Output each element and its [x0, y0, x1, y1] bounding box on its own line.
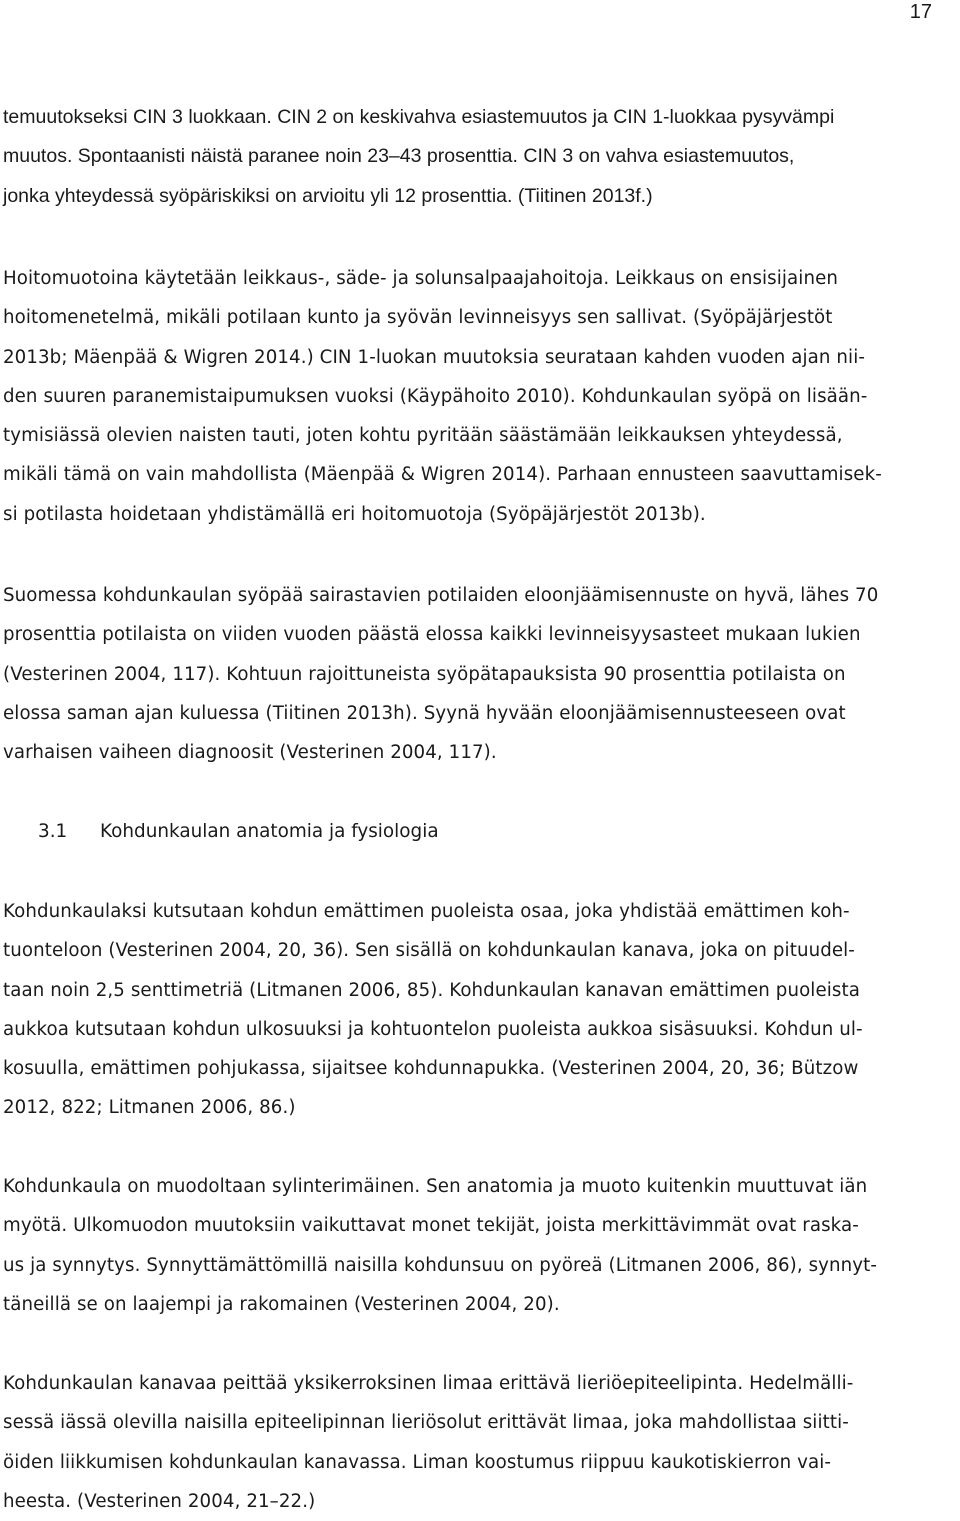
section-heading	[38, 812, 439, 852]
text-line: Hoitomuotoina käytetään leikkaus-, säde- ja solunsalpaajahoitoja. Leikkaus on ensisijainen	[3, 268, 838, 289]
text-line: täneillä se on laajempi ja rakomainen (Vesterinen 2004, 20).	[3, 1293, 560, 1315]
paragraph-epithelium	[3, 1364, 955, 1521]
text-line: Kohdunkaulan kanavaa peittää yksikerroksinen limaa erittävä lieriöepiteelipinta. Hedelmälli-	[3, 1373, 854, 1394]
section-number: 3.1	[38, 821, 68, 842]
text-line: tymisiässä olevien naisten tauti, joten kohtu pyritään säästämään leikkauksen yhteydessä,	[3, 425, 843, 447]
paragraph-shape	[3, 1167, 955, 1324]
page-number: 17	[909, 1, 932, 23]
text-line: hoitomenetelmä, mikäli potilaan kunto ja syövän levinneisyys sen sallivat. (Syöpäjärjestöt	[3, 307, 833, 329]
text-line: heesta. (Vesterinen 2004, 21–22.)	[3, 1490, 316, 1512]
text-line: den suuren paranemistaipumuksen vuoksi (Käypähoito 2010). Kohdunkaulan syöpä on lisään-	[3, 385, 868, 407]
text-line: Kohdunkaula on muodoltaan sylinterimäinen. Sen anatomia ja muoto kuitenkin muuttuvat iän	[3, 1176, 868, 1197]
text-line: jonka yhteydessä syöpäriskiksi on arvioitu yli 12 prosenttia. (Tiitinen 2013f.)	[3, 184, 653, 207]
paragraph-definition	[3, 892, 955, 1128]
text-line: varhaisen vaiheen diagnoosit (Vesterinen 2004, 117).	[3, 742, 497, 764]
text-line: (Vesterinen 2004, 117). Kohtuun rajoittuneista syöpätapauksista 90 prosenttia potilaista on	[3, 663, 846, 685]
text-line: 2012, 822; Litmanen 2006, 86.)	[3, 1097, 296, 1119]
text-line: mikäli tämä on vain mahdollista (Mäenpää & Wigren 2014). Parhaan ennusteen saavuttamisek-	[3, 464, 882, 486]
text-line: us ja synnytys. Synnyttämättömillä naisilla kohdunsuu on pyöreä (Litmanen 2006, 86), synnyt-	[3, 1254, 878, 1276]
text-line: tuonteloon (Vesterinen 2004, 20, 36). Sen sisällä on kohdunkaulan kanava, joka on pituudel-	[3, 940, 855, 962]
text-line: temuutokseksi CIN 3 luokkaan. CIN 2 on keskivahva esiastemuutos ja CIN 1-luokkaa pysyvämpi	[3, 106, 835, 128]
text-line: prosenttia potilaista on viiden vuoden päästä elossa kaikki levinneisyysasteet mukaan lukien	[3, 624, 861, 646]
text-line: si potilasta hoidetaan yhdistämällä eri hoitomuotoja (Syöpäjärjestöt 2013b).	[3, 503, 706, 525]
text-line: sessä iässä olevilla naisilla epiteelipinnan lieriösolut erittävät limaa, joka mahdollistaa siitti-	[3, 1412, 849, 1434]
text-line: öiden liikkumisen kohdunkaulan kanavassa. Liman koostumus riippuu kaukotiskierron vai-	[3, 1451, 832, 1473]
text-line: muutos. Spontaanisti näistä paranee noin 23–43 prosenttia. CIN 3 on vahva esiastemuutos,	[3, 145, 795, 168]
text-line: 2013b; Mäenpää & Wigren 2014.) CIN 1-luokan muutoksia seurataan kahden vuoden ajan nii-	[3, 346, 866, 368]
text-line: Suomessa kohdunkaulan syöpää sairastavien potilaiden eloonjäämisennuste on hyvä, lähes 70	[3, 585, 879, 606]
paragraph-cin-classification	[3, 98, 955, 216]
paragraph-treatment	[3, 259, 955, 534]
text-line: myötä. Ulkomuodon muutoksiin vaikuttavat monet tekijät, joista merkittävimmät ovat raska-	[3, 1215, 859, 1237]
text-line: aukkoa kutsutaan kohdun ulkosuuksi ja kohtuontelon puoleista aukkoa sisäsuuksi. Kohdun ul-	[3, 1018, 863, 1040]
text-line: taan noin 2,5 senttimetriä (Litmanen 2006, 85). Kohdunkaulan kanavan emättimen puoleista	[3, 979, 860, 1001]
paragraph-prognosis	[3, 576, 955, 772]
text-line: kosuulla, emättimen pohjukassa, sijaitsee kohdunnapukka. (Vesterinen 2004, 20, 36; Bützow	[3, 1058, 859, 1080]
section-title: Kohdunkaulan anatomia ja fysiologia	[100, 821, 439, 842]
text-line: Kohdunkaulaksi kutsutaan kohdun emättimen puoleista osaa, joka yhdistää emättimen koh-	[3, 901, 850, 922]
text-line: elossa saman ajan kuluessa (Tiitinen 2013h). Syynä hyvään eloonjäämisennusteeseen ovat	[3, 702, 846, 724]
